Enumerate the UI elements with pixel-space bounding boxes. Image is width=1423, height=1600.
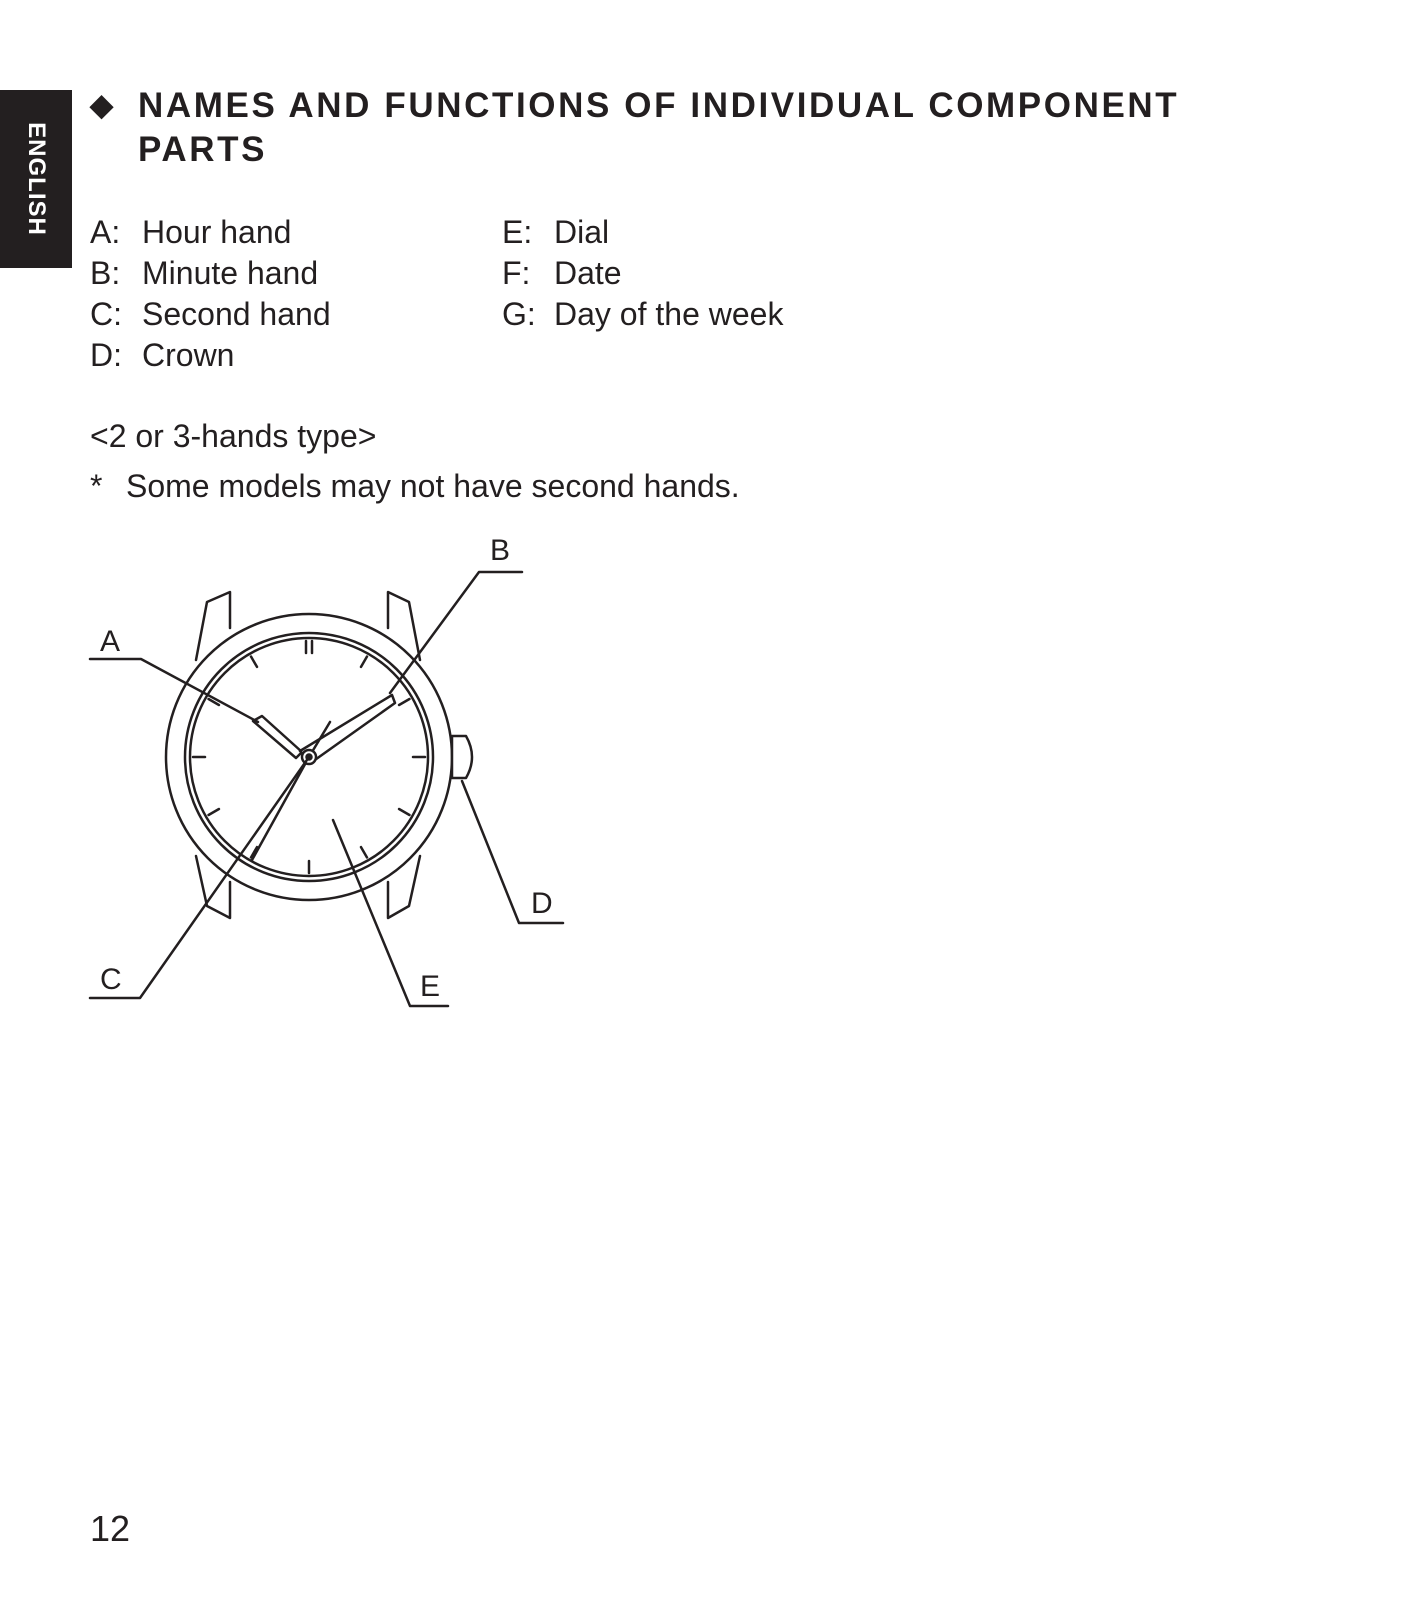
watch-type-label: <2 or 3-hands type> bbox=[90, 418, 377, 454]
diamond-bullet-icon: ◆ bbox=[90, 89, 114, 122]
legend-name: Dial bbox=[554, 214, 610, 250]
legend-name: Minute hand bbox=[142, 255, 319, 291]
legend-key: D: bbox=[90, 337, 122, 373]
callout-d: D bbox=[531, 887, 553, 920]
callout-c: C bbox=[100, 963, 122, 996]
legend-name: Second hand bbox=[142, 296, 331, 332]
legend-name: Date bbox=[554, 255, 622, 291]
callout-e: E bbox=[420, 970, 441, 1003]
legend-name: Hour hand bbox=[142, 214, 292, 250]
legend-key: B: bbox=[90, 255, 121, 291]
legend-key: A: bbox=[90, 214, 121, 250]
legend-key: G: bbox=[502, 296, 536, 332]
legend-key: C: bbox=[90, 296, 122, 332]
legend-key: F: bbox=[502, 255, 531, 291]
legend-name: Crown bbox=[142, 337, 235, 373]
callout-b: B bbox=[490, 534, 511, 567]
legend-name: Day of the week bbox=[554, 296, 784, 332]
language-tab-label: ENGLISH bbox=[23, 122, 50, 236]
crown-icon bbox=[452, 736, 472, 778]
legend-key: E: bbox=[502, 214, 533, 250]
page-number: 12 bbox=[90, 1508, 131, 1549]
heading-line-1: NAMES AND FUNCTIONS OF INDIVIDUAL COMPONENT bbox=[138, 86, 1180, 125]
footnote-text: Some models may not have second hands. bbox=[126, 468, 740, 504]
asterisk-marker: * bbox=[90, 468, 103, 504]
callout-a: A bbox=[100, 625, 121, 658]
heading-line-2: PARTS bbox=[138, 130, 268, 169]
